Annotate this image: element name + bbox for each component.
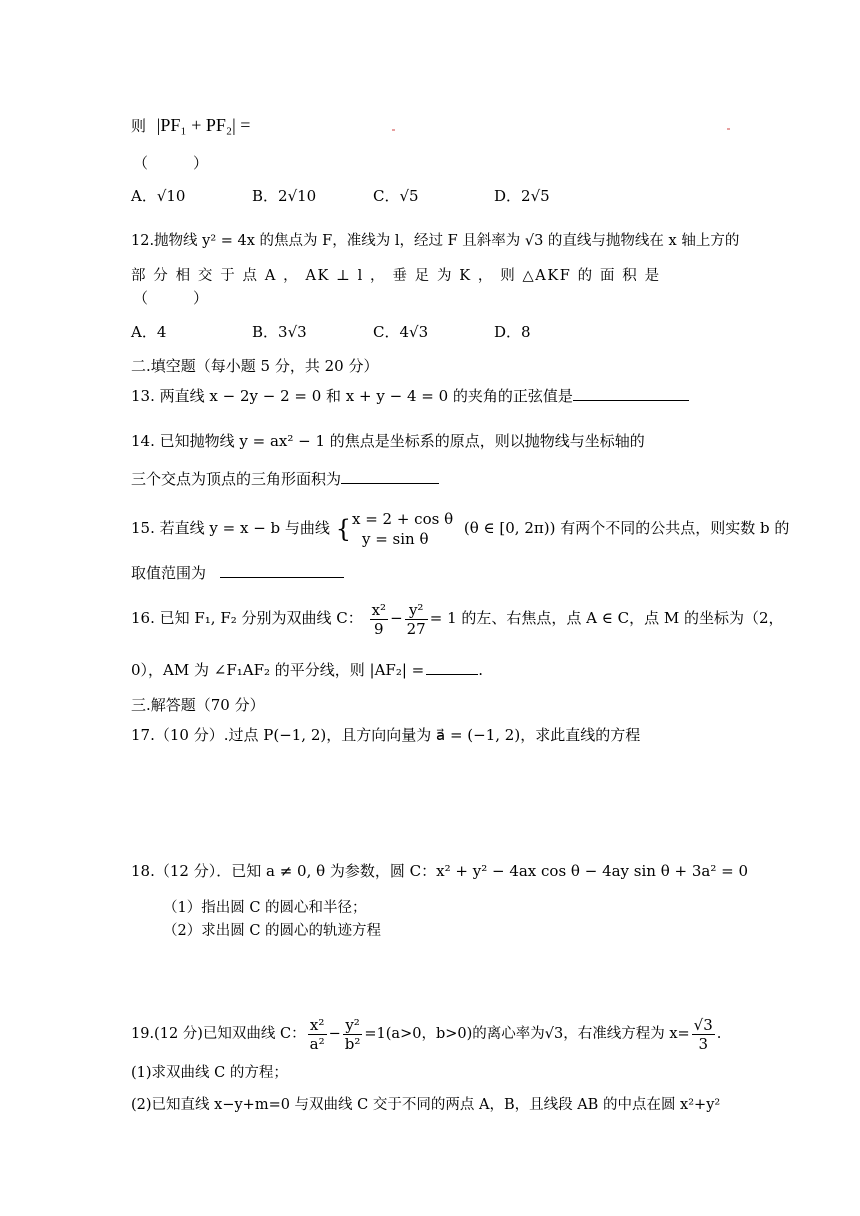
q14-line1: 14. 已知抛物线 y = ax² − 1 的焦点是坐标系的原点，则以抛物线与坐标轴的 bbox=[131, 432, 645, 450]
q11-option-d: D．2√5 bbox=[494, 187, 550, 205]
q12-option-c: C．4√3 bbox=[373, 323, 429, 341]
q19-stem: 19.(12 分)已知双曲线 C： $\frac{\text{x²}}{\text{a²}}$ − $\frac{\text{y²}}{\text{b²}}$ =1(a>0，b>0)的离心率为√3，右准线方程为 x= $\frac{√3}{3}$ . bbox=[131, 1015, 722, 1053]
stray-mark bbox=[727, 128, 730, 130]
q18-stem: 18.（12 分）．已知 a ≠ 0, θ 为参数，圆 C：x² + y² − 4ax cos θ − 4ay sin θ + 3a² = 0 bbox=[131, 862, 749, 880]
q19-item-1: (1)求双曲线 C 的方程； bbox=[131, 1065, 288, 1081]
q19-fraction-directrix: $\frac{√3}{3}$ bbox=[693, 1015, 713, 1053]
q16-fraction-y: $\frac{\text{y²}}{27}$ bbox=[406, 600, 426, 638]
q16-line2: 0），AM 为 ∠F₁AF₂ 的平分线，则 |AF₂| = . bbox=[131, 658, 483, 681]
q15-brace: { bbox=[335, 515, 351, 543]
q11-answer-paren: （ ） bbox=[133, 154, 209, 172]
stray-mark bbox=[392, 129, 395, 131]
q11-stem: 则 |PF₁ + PF₂| = bbox=[131, 115, 251, 135]
q16-stem: 16. 已知 F₁, F₂ 分别为双曲线 C： $\frac{\text{x²}}{9}$ − $\frac{\text{y²}}{27}$ = 1 的左、右焦点，点 A ∈ C，点 M 的坐标为（2， bbox=[131, 600, 784, 638]
q12-line1: 12.抛物线 y² = 4x 的焦点为 F，准线为 l，经过 F 且斜率为 √3 的直线与抛物线在 x 轴上方的 bbox=[131, 233, 740, 249]
q19-item-2: (2)已知直线 x−y+m=0 与双曲线 C 交于不同的两点 A，B，且线段 AB 的中点在圆 x²+y² bbox=[131, 1097, 721, 1113]
q15-system: x = 2 + cos θ y = sin θ bbox=[351, 510, 454, 548]
q15-stem: 15. 若直线 y = x − b 与曲线 { x = 2 + cos θ y = sin θ (θ ∈ [0, 2π)) 有两个不同的公共点，则实数 b 的 bbox=[131, 510, 790, 548]
q15-answer-blank bbox=[220, 561, 344, 578]
q17-stem: 17.（10 分）.过点 P(−1, 2)，且方向向量为 a⃗ = (−1, 2)，求此直线的方程 bbox=[131, 726, 641, 744]
q15-line2: 取值范围为 bbox=[131, 561, 344, 584]
q11-expression: |PF₁ + PF₂| = bbox=[156, 115, 251, 135]
q19-fraction-y: $\frac{\text{y²}}{\text{b²}}$ bbox=[344, 1015, 361, 1053]
q19-fraction-x: $\frac{\text{x²}}{\text{a²}}$ bbox=[309, 1015, 325, 1053]
section-solution-heading: 三.解答题（70 分） bbox=[131, 696, 265, 714]
q11-option-a: A．√10 bbox=[131, 187, 186, 205]
q12-option-b: B．3√3 bbox=[252, 323, 307, 341]
q13-stem: 13. 两直线 x − 2y − 2 = 0 和 x + y − 4 = 0 的夹角的正弦值是 bbox=[131, 384, 689, 407]
section-fill-in-heading: 二.填空题（每小题 5 分，共 20 分） bbox=[131, 357, 379, 375]
q12-answer-paren: （ ） bbox=[133, 289, 209, 307]
q16-answer-blank bbox=[426, 658, 478, 675]
q12-line2: 部 分 相 交 于 点 A ， AK ⊥ l ， 垂 足 为 K ， 则 △AKF 的 面 积 是 bbox=[131, 268, 661, 284]
q12-option-a: A．4 bbox=[131, 323, 167, 341]
q18-item-1: （1）指出圆 C 的圆心和半径； bbox=[163, 900, 367, 916]
q11-option-c: C．√5 bbox=[373, 187, 419, 205]
q14-answer-blank bbox=[341, 467, 439, 484]
q14-line2: 三个交点为顶点的三角形面积为 bbox=[131, 467, 439, 490]
q13-answer-blank bbox=[573, 384, 689, 401]
q12-option-d: D．8 bbox=[494, 323, 531, 341]
q16-fraction-x: $\frac{\text{x²}}{9}$ bbox=[371, 600, 387, 638]
q18-item-2: （2）求出圆 C 的圆心的轨迹方程 bbox=[163, 923, 382, 939]
q11-option-b: B．2√10 bbox=[252, 187, 317, 205]
